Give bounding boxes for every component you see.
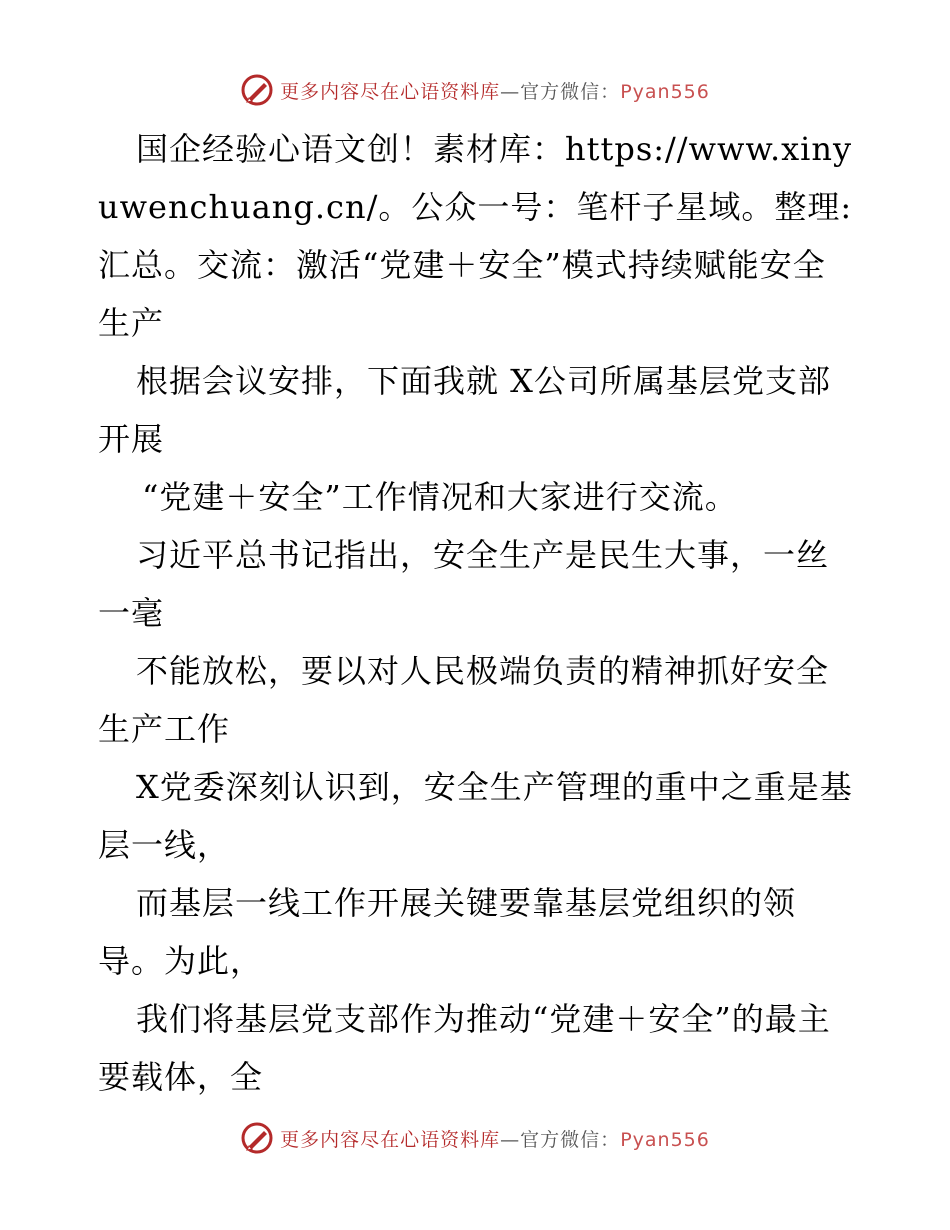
paragraph: 我们将基层党支部作为推动“党建＋安全”的最主要载体，全 (98, 1000, 831, 1096)
banner-dash: — (500, 1128, 521, 1151)
banner-main-text: 更多内容尽在心语资料库 (280, 80, 501, 103)
paragraph: 而基层一线工作开展关键要靠基层党组织的领导。为此， (98, 884, 797, 980)
paragraph: 不能放松，要以对人民极端负责的精神抓好安全生产工作 (98, 652, 830, 748)
pen-logo-icon (240, 1121, 274, 1155)
banner-wechat-label: 官方微信： (520, 1128, 621, 1151)
banner-wechat-id: Pyan556 (620, 1128, 710, 1151)
paragraph: “党建＋安全”工作情况和大家进行交流。 (142, 478, 738, 516)
paragraph-title: 国企经验心语文创！素材库：https://www.xinyuwenchuang.cn/。公众一号：笔杆子星域。整理:汇总。交流：激活“党建＋安全”模式持续赋能安全生产 (98, 130, 853, 342)
paragraph: 根据会议安排，下面我就 X公司所属基层党支部开展 (98, 362, 831, 458)
header-watermark-banner (0, 70, 950, 110)
banner-text (280, 1125, 710, 1152)
paragraph: 习近平总书记指出，安全生产是民生大事，一丝一毫 (98, 536, 830, 632)
banner-dash: — (500, 80, 521, 103)
pen-logo-icon (240, 73, 274, 107)
banner-text (280, 77, 710, 104)
banner-wechat-id: Pyan556 (620, 80, 710, 103)
banner-wechat-label: 官方微信： (520, 80, 621, 103)
paragraph: X党委深刻认识到，安全生产管理的重中之重是基层一线， (98, 768, 853, 864)
document-body (98, 120, 858, 1106)
banner-main-text: 更多内容尽在心语资料库 (280, 1128, 501, 1151)
footer-watermark-banner (0, 1118, 950, 1158)
